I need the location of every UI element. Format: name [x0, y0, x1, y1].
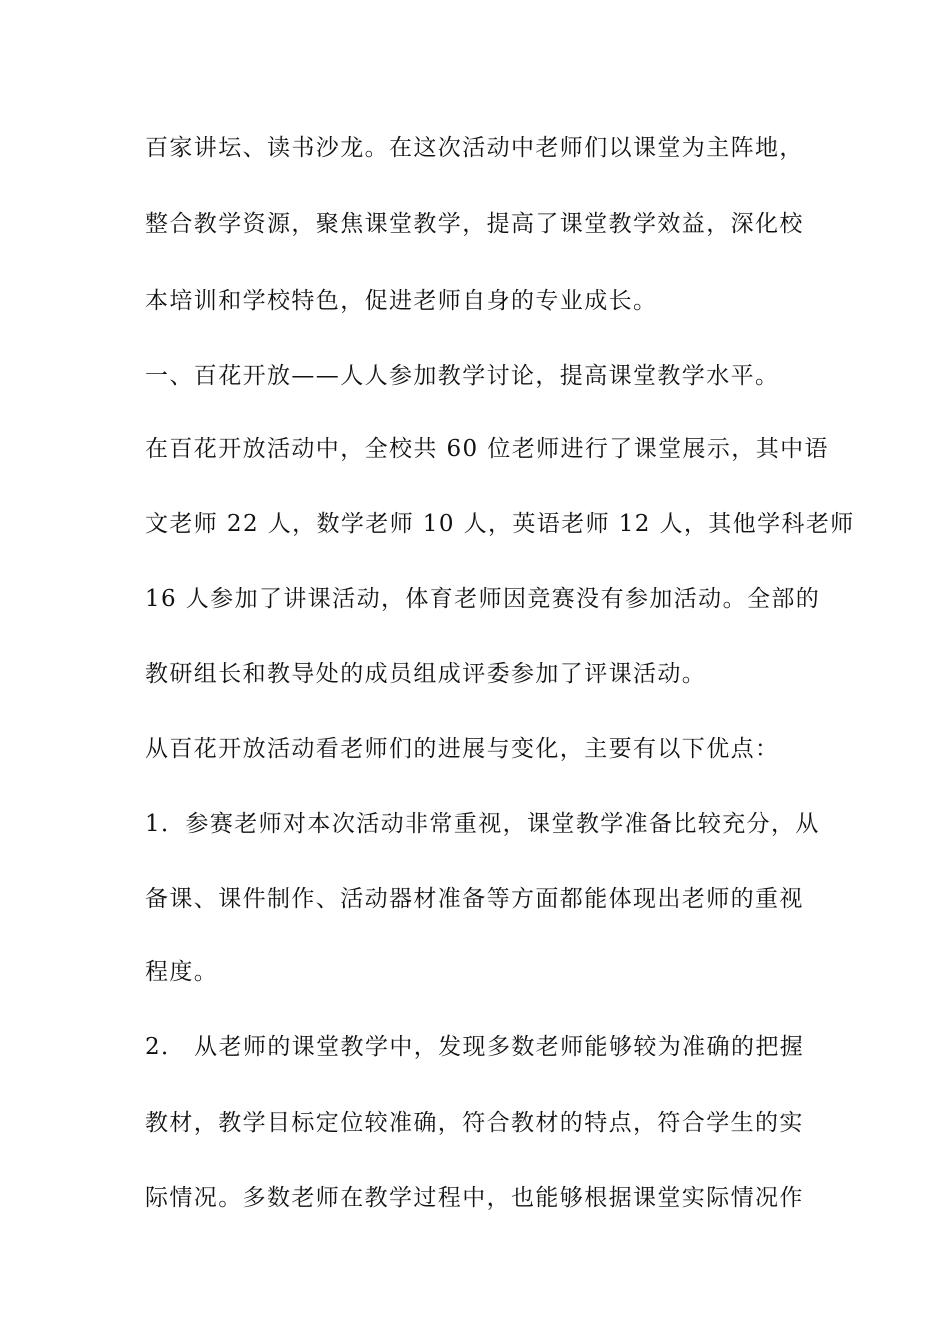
text-line: 际情况。多数老师在教学过程中，也能够根据课堂实际情况作: [145, 1185, 804, 1211]
list-item: 2． 从老师的课堂教学中，发现多数老师能够较为准确的把握: [145, 1034, 805, 1060]
text-line: 在百花开放活动中，全校共 60 位老师进行了课堂展示，其中语: [145, 436, 829, 462]
text-line: 本培训和学校特色，促进老师自身的专业成长。: [145, 288, 658, 314]
text-line: 文老师 22 人，数学老师 10 人，英语老师 12 人，其他学科老师: [145, 511, 855, 537]
text-line: 16 人参加了讲课活动，体育老师因竞赛没有参加活动。全部的: [145, 586, 821, 612]
list-item: 1．参赛老师对本次活动非常重视，课堂教学准备比较充分，从: [145, 811, 820, 837]
text-line: 教研组长和教导处的成员组成评委参加了评课活动。: [145, 661, 707, 687]
text-line: 程度。: [145, 959, 219, 985]
text-line: 百家讲坛、读书沙龙。在这次活动中老师们以课堂为主阵地，: [145, 135, 804, 161]
section-heading: 一、百花开放——人人参加教学讨论，提高课堂教学水平。: [145, 363, 780, 389]
text-line: 备课、课件制作、活动器材准备等方面都能体现出老师的重视: [145, 886, 804, 912]
text-line: 整合教学资源，聚焦课堂教学，提高了课堂教学效益，深化校: [145, 211, 804, 237]
text-line: 教材，教学目标定位较准确，符合教材的特点，符合学生的实: [145, 1110, 804, 1136]
text-line: 从百花开放活动看老师们的进展与变化，主要有以下优点：: [145, 736, 780, 762]
